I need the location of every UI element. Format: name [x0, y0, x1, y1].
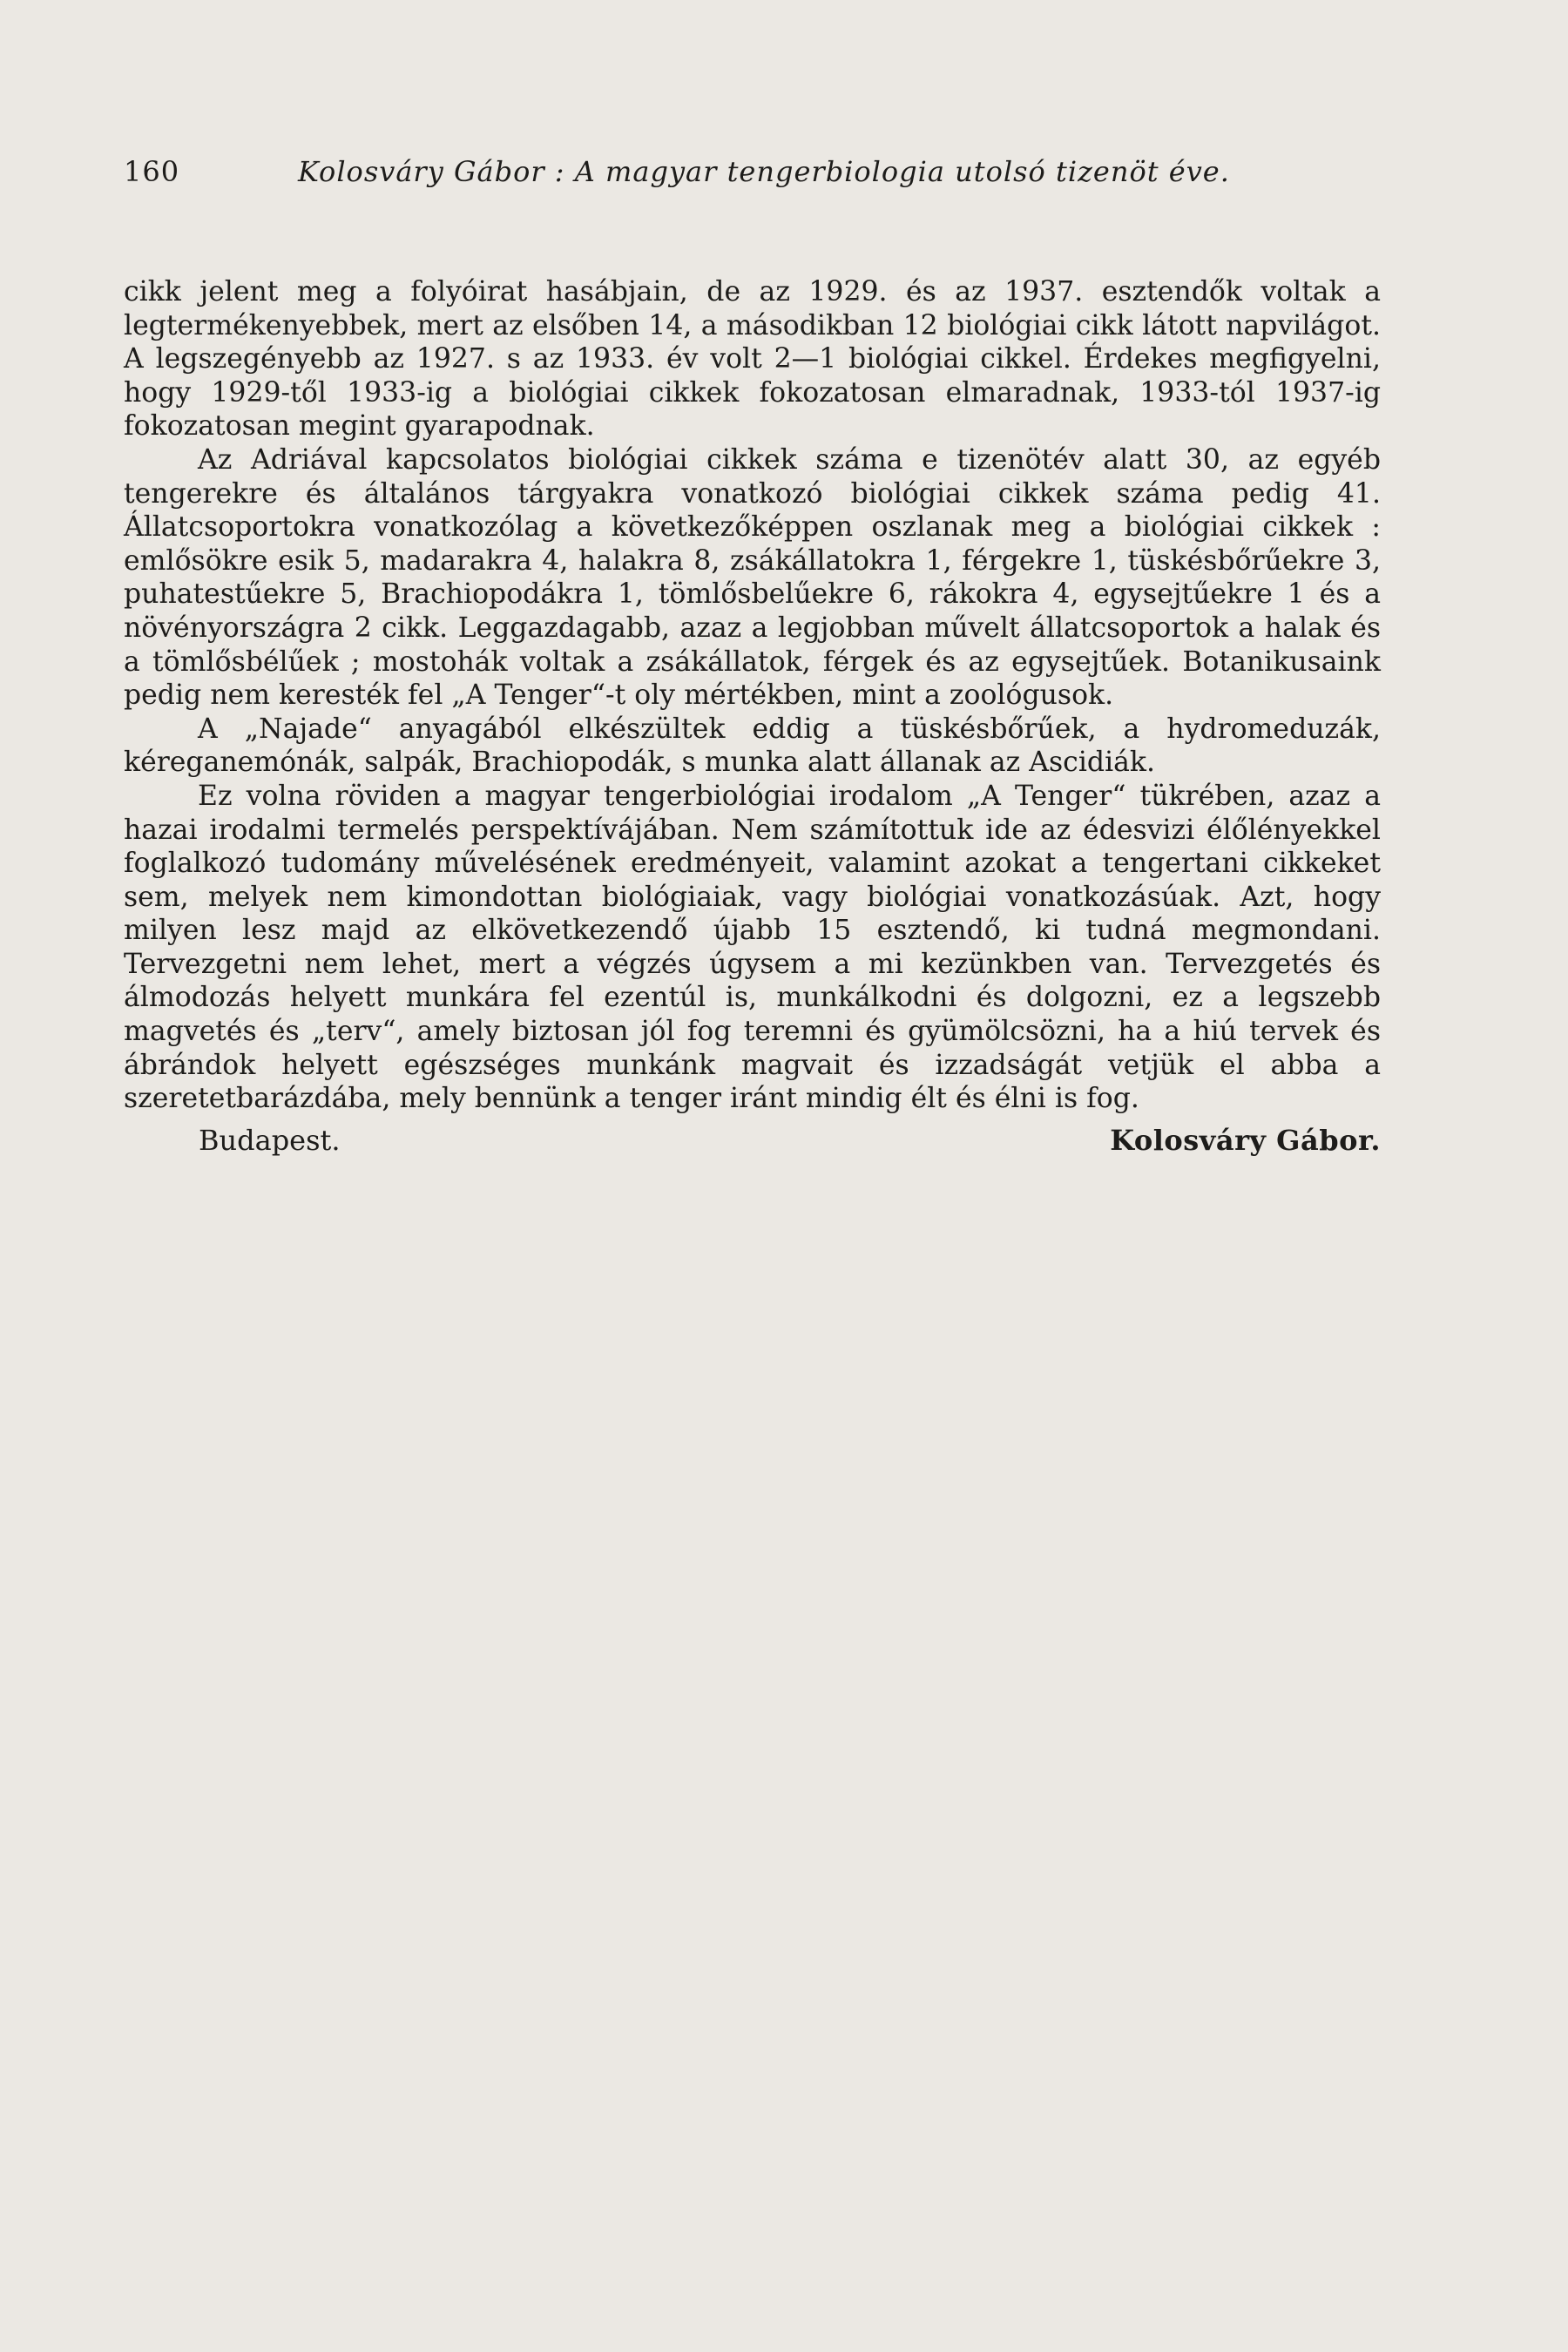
paragraph-1: cikk jelent meg a folyóirat hasábjain, de az 1929. és az 1937. esztendők voltak a legtermékenyebbek, mert az elsőben 14, a másodikban 12 biológiai cikk látott napvilágot. A legszegényebb az 1927. s az 1933. év volt 2—1 biológiai cikkel. Érdekes megfigyelni, hogy 1929-től 1933-ig a biológiai cikkek fokozatosan elmaradnak, 1933-tól 1937-ig fokozatosan megint gyarapodnak. — [124, 276, 1381, 443]
paragraph-4: Ez volna röviden a magyar tengerbiológiai irodalom „A Tenger“ tükrében, azaz a hazai irodalmi termelés perspektívájában. Nem számítottuk ide az édesvizi élőlényekkel foglalkozó tudomány művelésének eredményeit, valamint azokat a tengertani cikkeket sem, melyek nem kimondottan biológiaiak, vagy biológiai vonatkozásúak. Azt, hogy milyen lesz majd az elkövetkezendő újabb 15 esztendő, ki tudná megmondani. Tervezgetni nem lehet, mert a végzés úgysem a mi kezünkben van. Tervezgetés és álmodozás helyett munkára fel ezentúl is, munkálkodni és dolgozni, ez a legszebb magvetés és „terv“, amely biztosan jól fog teremni és gyümölcsözni, ha a hiú tervek és ábrándok helyett egészséges munkánk magvait és izzadságát vetjük el abba a szeretetbarázdába, mely bennünk a tenger iránt mindig élt és élni is fog. — [124, 780, 1381, 1115]
author-name: Kolosváry Gábor. — [1110, 1124, 1381, 1157]
page-number: 160 — [124, 155, 180, 188]
article-body — [124, 275, 1381, 1116]
paragraph-2: Az Adriával kapcsolatos biológiai cikkek száma e tizenötév alatt 30, az egyéb tengerekre és általános tárgyakra vonatkozó biológiai cikkek száma pedig 41. Állatcsoportokra vonatkozólag a következőképpen oszlanak meg a biológiai cikkek : emlősökre esik 5, madarakra 4, halakra 8, zsákállatokra 1, férgekre 1, tüskésbőrűekre 3, puhatestűekre 5, Brachiopodákra 1, tömlősbelűekre 6, rákokra 4, egysejtűekre 1 és a növényországra 2 cikk. Leggazdagabb, azaz a legjobban művelt állatcsoportok a halak és a tömlősbélűek ; mostohák voltak a zsákállatok, férgek és az egysejtűek. Botanikusaink pedig nem keresték fel „A Tenger“-t oly mértékben, mint a zoológusok. — [124, 443, 1381, 712]
paragraph-3: A „Najade“ anyagából elkészültek eddig a tüskésbőrűek, a hydromeduzák, kéreganemónák, salpák, Brachiopodák, s munka alatt állanak az Ascidiák. — [124, 713, 1381, 779]
running-title: Kolosváry Gábor : A magyar tengerbiologia utolsó tizenöt éve. — [298, 155, 1230, 188]
place-name: Budapest. — [199, 1124, 341, 1157]
signature-line — [199, 1124, 1381, 1164]
page-header — [124, 155, 1396, 199]
